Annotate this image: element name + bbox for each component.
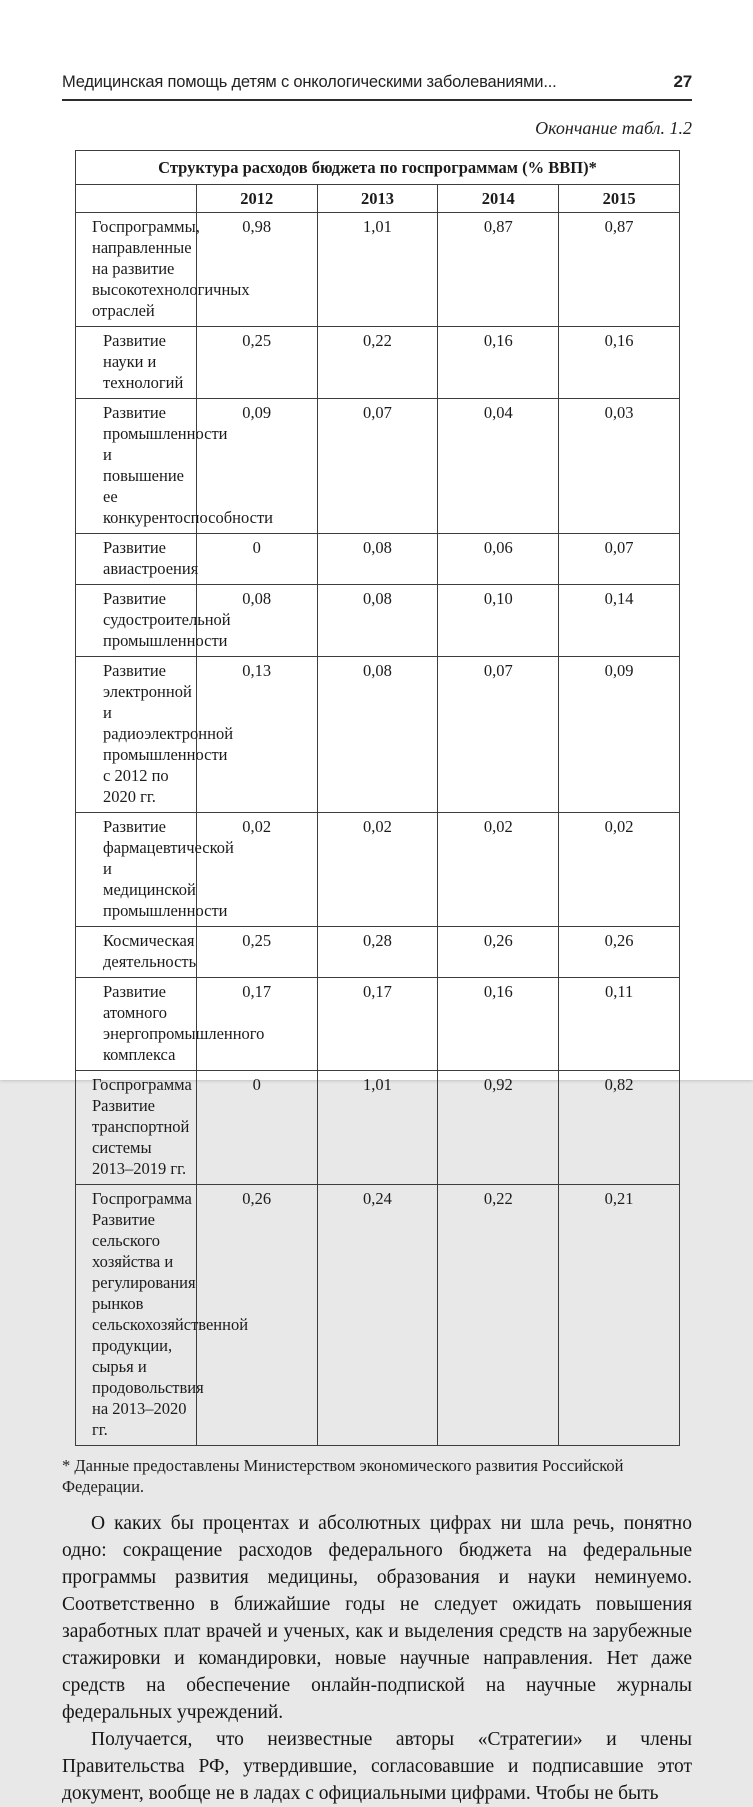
value-cell-2013: 0,08: [317, 585, 438, 657]
table-title: Структура расходов бюджета по госпрограммам (% ВВП)*: [76, 151, 680, 185]
table-row: [76, 213, 680, 327]
value-cell-2015: 0,02: [559, 813, 680, 927]
budget-table: [75, 150, 680, 1446]
paragraph: Получается, что неизвестные авторы «Стратегии» и члены Правительства РФ, утвердившие, согласовавшие и подписавшие этот документ, вообще не в ладах с официальными цифрами. Чтобы не быть: [62, 1729, 692, 1804]
value-cell-2012: 0,09: [196, 399, 317, 534]
value-cell-2014: 0,87: [438, 213, 559, 327]
table-row: [76, 657, 680, 813]
running-head-title: Медицинская помощь детям с онкологическими заболеваниями...: [62, 73, 557, 91]
value-cell-2013: 0,17: [317, 978, 438, 1071]
value-cell-2014: 0,16: [438, 978, 559, 1071]
value-cell-2015: 0,26: [559, 927, 680, 978]
table-row: [76, 585, 680, 657]
value-cell-2013: 1,01: [317, 213, 438, 327]
table-row: [76, 534, 680, 585]
value-cell-2013: 0,02: [317, 813, 438, 927]
program-label-cell: Космическая деятельность: [76, 927, 197, 978]
value-cell-2015: 0,82: [559, 1071, 680, 1185]
table-head: [76, 151, 680, 213]
program-label-cell: Развитие электронной и радиоэлектронной промышленности с 2012 по 2020 гг.: [76, 657, 197, 813]
value-cell-2013: 1,01: [317, 1071, 438, 1185]
value-cell-2014: 0,07: [438, 657, 559, 813]
year-column-2013: 2013: [317, 185, 438, 213]
value-cell-2014: 0,92: [438, 1071, 559, 1185]
program-label-cell: Развитие науки и технологий: [76, 327, 197, 399]
value-cell-2012: 0,02: [196, 813, 317, 927]
paragraph: О каких бы процентах и абсолютных цифрах ни шла речь, понятно одно: сокращение расходов федерального бюджета на федеральные программы развития медицины, образования и науки неминуемо. Соответственно в ближайшие годы не следует ожидать повышения заработных плат врачей и ученых, как и выделения средств на зарубежные стажировки и командировки, новые научные направления. Нет даже средств на обеспечение онлайн-подпиской на научные журналы федеральных учреждений.: [62, 1513, 692, 1723]
value-cell-2012: 0,13: [196, 657, 317, 813]
value-cell-2014: 0,04: [438, 399, 559, 534]
value-cell-2013: 0,22: [317, 327, 438, 399]
value-cell-2013: 0,07: [317, 399, 438, 534]
value-cell-2013: 0,08: [317, 534, 438, 585]
table-row: [76, 327, 680, 399]
value-cell-2012: 0,98: [196, 213, 317, 327]
table-title-row: [76, 151, 680, 185]
value-cell-2015: 0,14: [559, 585, 680, 657]
year-column-2012: 2012: [196, 185, 317, 213]
value-cell-2012: 0,17: [196, 978, 317, 1071]
table-row: [76, 978, 680, 1071]
value-cell-2013: 0,08: [317, 657, 438, 813]
value-cell-2012: 0: [196, 1071, 317, 1185]
value-cell-2015: 0,07: [559, 534, 680, 585]
value-cell-2014: 0,16: [438, 327, 559, 399]
value-cell-2014: 0,22: [438, 1185, 559, 1446]
value-cell-2012: 0,26: [196, 1185, 317, 1446]
running-head: [62, 72, 692, 101]
program-label-cell: Госпрограмма Развитие транспортной системы 2013–2019 гг.: [76, 1071, 197, 1185]
value-cell-2015: 0,21: [559, 1185, 680, 1446]
body-text: [62, 1510, 692, 1807]
value-cell-2015: 0,16: [559, 327, 680, 399]
value-cell-2014: 0,10: [438, 585, 559, 657]
value-cell-2014: 0,02: [438, 813, 559, 927]
program-label-cell: Госпрограммы, направленные на развитие высокотехнологичных отраслей: [76, 213, 197, 327]
table-row: [76, 1071, 680, 1185]
value-cell-2015: 0,03: [559, 399, 680, 534]
value-cell-2013: 0,24: [317, 1185, 438, 1446]
year-column-2015: 2015: [559, 185, 680, 213]
program-label-cell: Развитие судостроительной промышленности: [76, 585, 197, 657]
value-cell-2014: 0,26: [438, 927, 559, 978]
value-cell-2015: 0,11: [559, 978, 680, 1071]
value-cell-2012: 0,08: [196, 585, 317, 657]
value-cell-2012: 0,25: [196, 927, 317, 978]
value-cell-2012: 0,25: [196, 327, 317, 399]
program-label-cell: Развитие фармацевтической и медицинской промышленности: [76, 813, 197, 927]
program-label-cell: Развитие атомного энергопромышленного комплекса: [76, 978, 197, 1071]
value-cell-2012: 0: [196, 534, 317, 585]
table-row: [76, 1185, 680, 1446]
program-label-cell: Развитие авиастроения: [76, 534, 197, 585]
value-cell-2013: 0,28: [317, 927, 438, 978]
value-cell-2015: 0,09: [559, 657, 680, 813]
table-body: [76, 213, 680, 1446]
page-number: 27: [673, 72, 692, 91]
table-row: [76, 813, 680, 927]
program-label-cell: Госпрограмма Развитие сельского хозяйства и регулирования рынков сельскохозяйственной продукции, сырья и продовольствия на 2013–2020 гг.: [76, 1185, 197, 1446]
table-row: [76, 927, 680, 978]
table-caption: Окончание табл. 1.2: [535, 118, 692, 138]
empty-header-cell: [76, 185, 197, 213]
value-cell-2015: 0,87: [559, 213, 680, 327]
table-header-row: [76, 185, 680, 213]
year-column-2014: 2014: [438, 185, 559, 213]
table-footnote: * Данные предоставлены Министерством экономического развития Российской Федерации.: [62, 1456, 624, 1496]
table-row: [76, 399, 680, 534]
value-cell-2014: 0,06: [438, 534, 559, 585]
program-label-cell: Развитие промышленности и повышение ее конкурентоспособности: [76, 399, 197, 534]
